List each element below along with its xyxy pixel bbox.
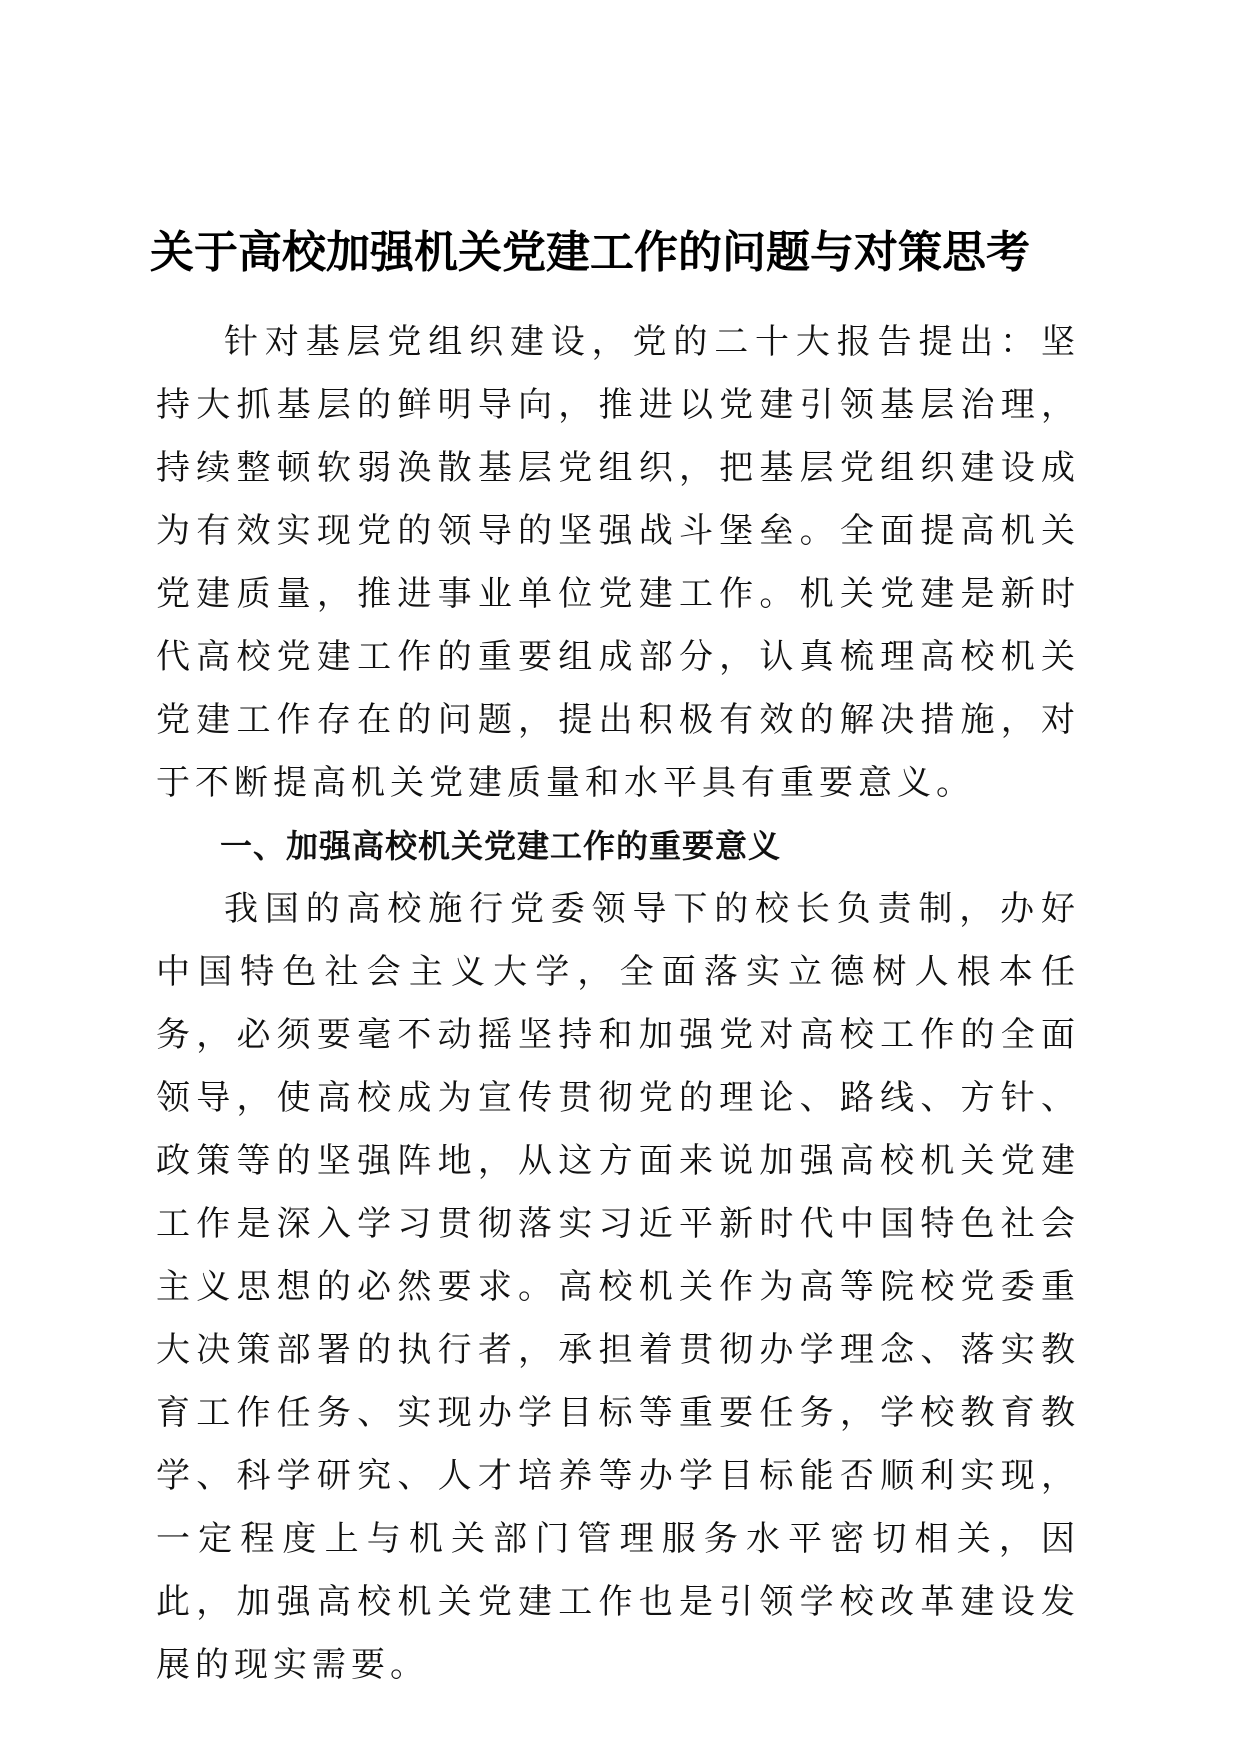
section-heading: 一、加强高校机关党建工作的重要意义 xyxy=(220,827,782,865)
section-paragraph: 我国的高校施行党委领导下的校长负责制，办好中国特色社会主义大学，全面落实立德树人根本任务，必须要毫不动摇坚持和加强党对高校工作的全面领导，使高校成为宣传贯彻党的理论、路线、方针、政策等的坚强阵地，从这方面来说加强高校机关党建工作是深入学习贯彻落实习近平新时代中国特色社会主义思想的必然要求。高校机关作为高等院校党委重大决策部署的执行者，承担着贯彻办学理念、落实教育工作任务、实现办学目标等重要任务，学校教育教学、科学研究、人才培养等办学目标能否顺利实现，一定程度上与机关部门管理服务水平密切相关，因此，加强高校机关党建工作也是引领学校改革建设发展的现实需要。 xyxy=(156,889,1080,1685)
intro-paragraph: 针对基层党组织建设，党的二十大报告提出：坚持大抓基层的鲜明导向，推进以党建引领基层治理，持续整顿软弱涣散基层党组织，把基层党组织建设成为有效实现党的领导的坚强战斗堡垒。全面提高机关党建质量，推进事业单位党建工作。机关党建是新时代高校党建工作的重要组成部分，认真梳理高校机关党建工作存在的问题，提出积极有效的解决措施，对于不断提高机关党建质量和水平具有重要意义。 xyxy=(156,322,1080,803)
document-title: 关于高校加强机关党建工作的问题与对策思考 xyxy=(150,227,1030,278)
document-body xyxy=(156,311,1080,1697)
